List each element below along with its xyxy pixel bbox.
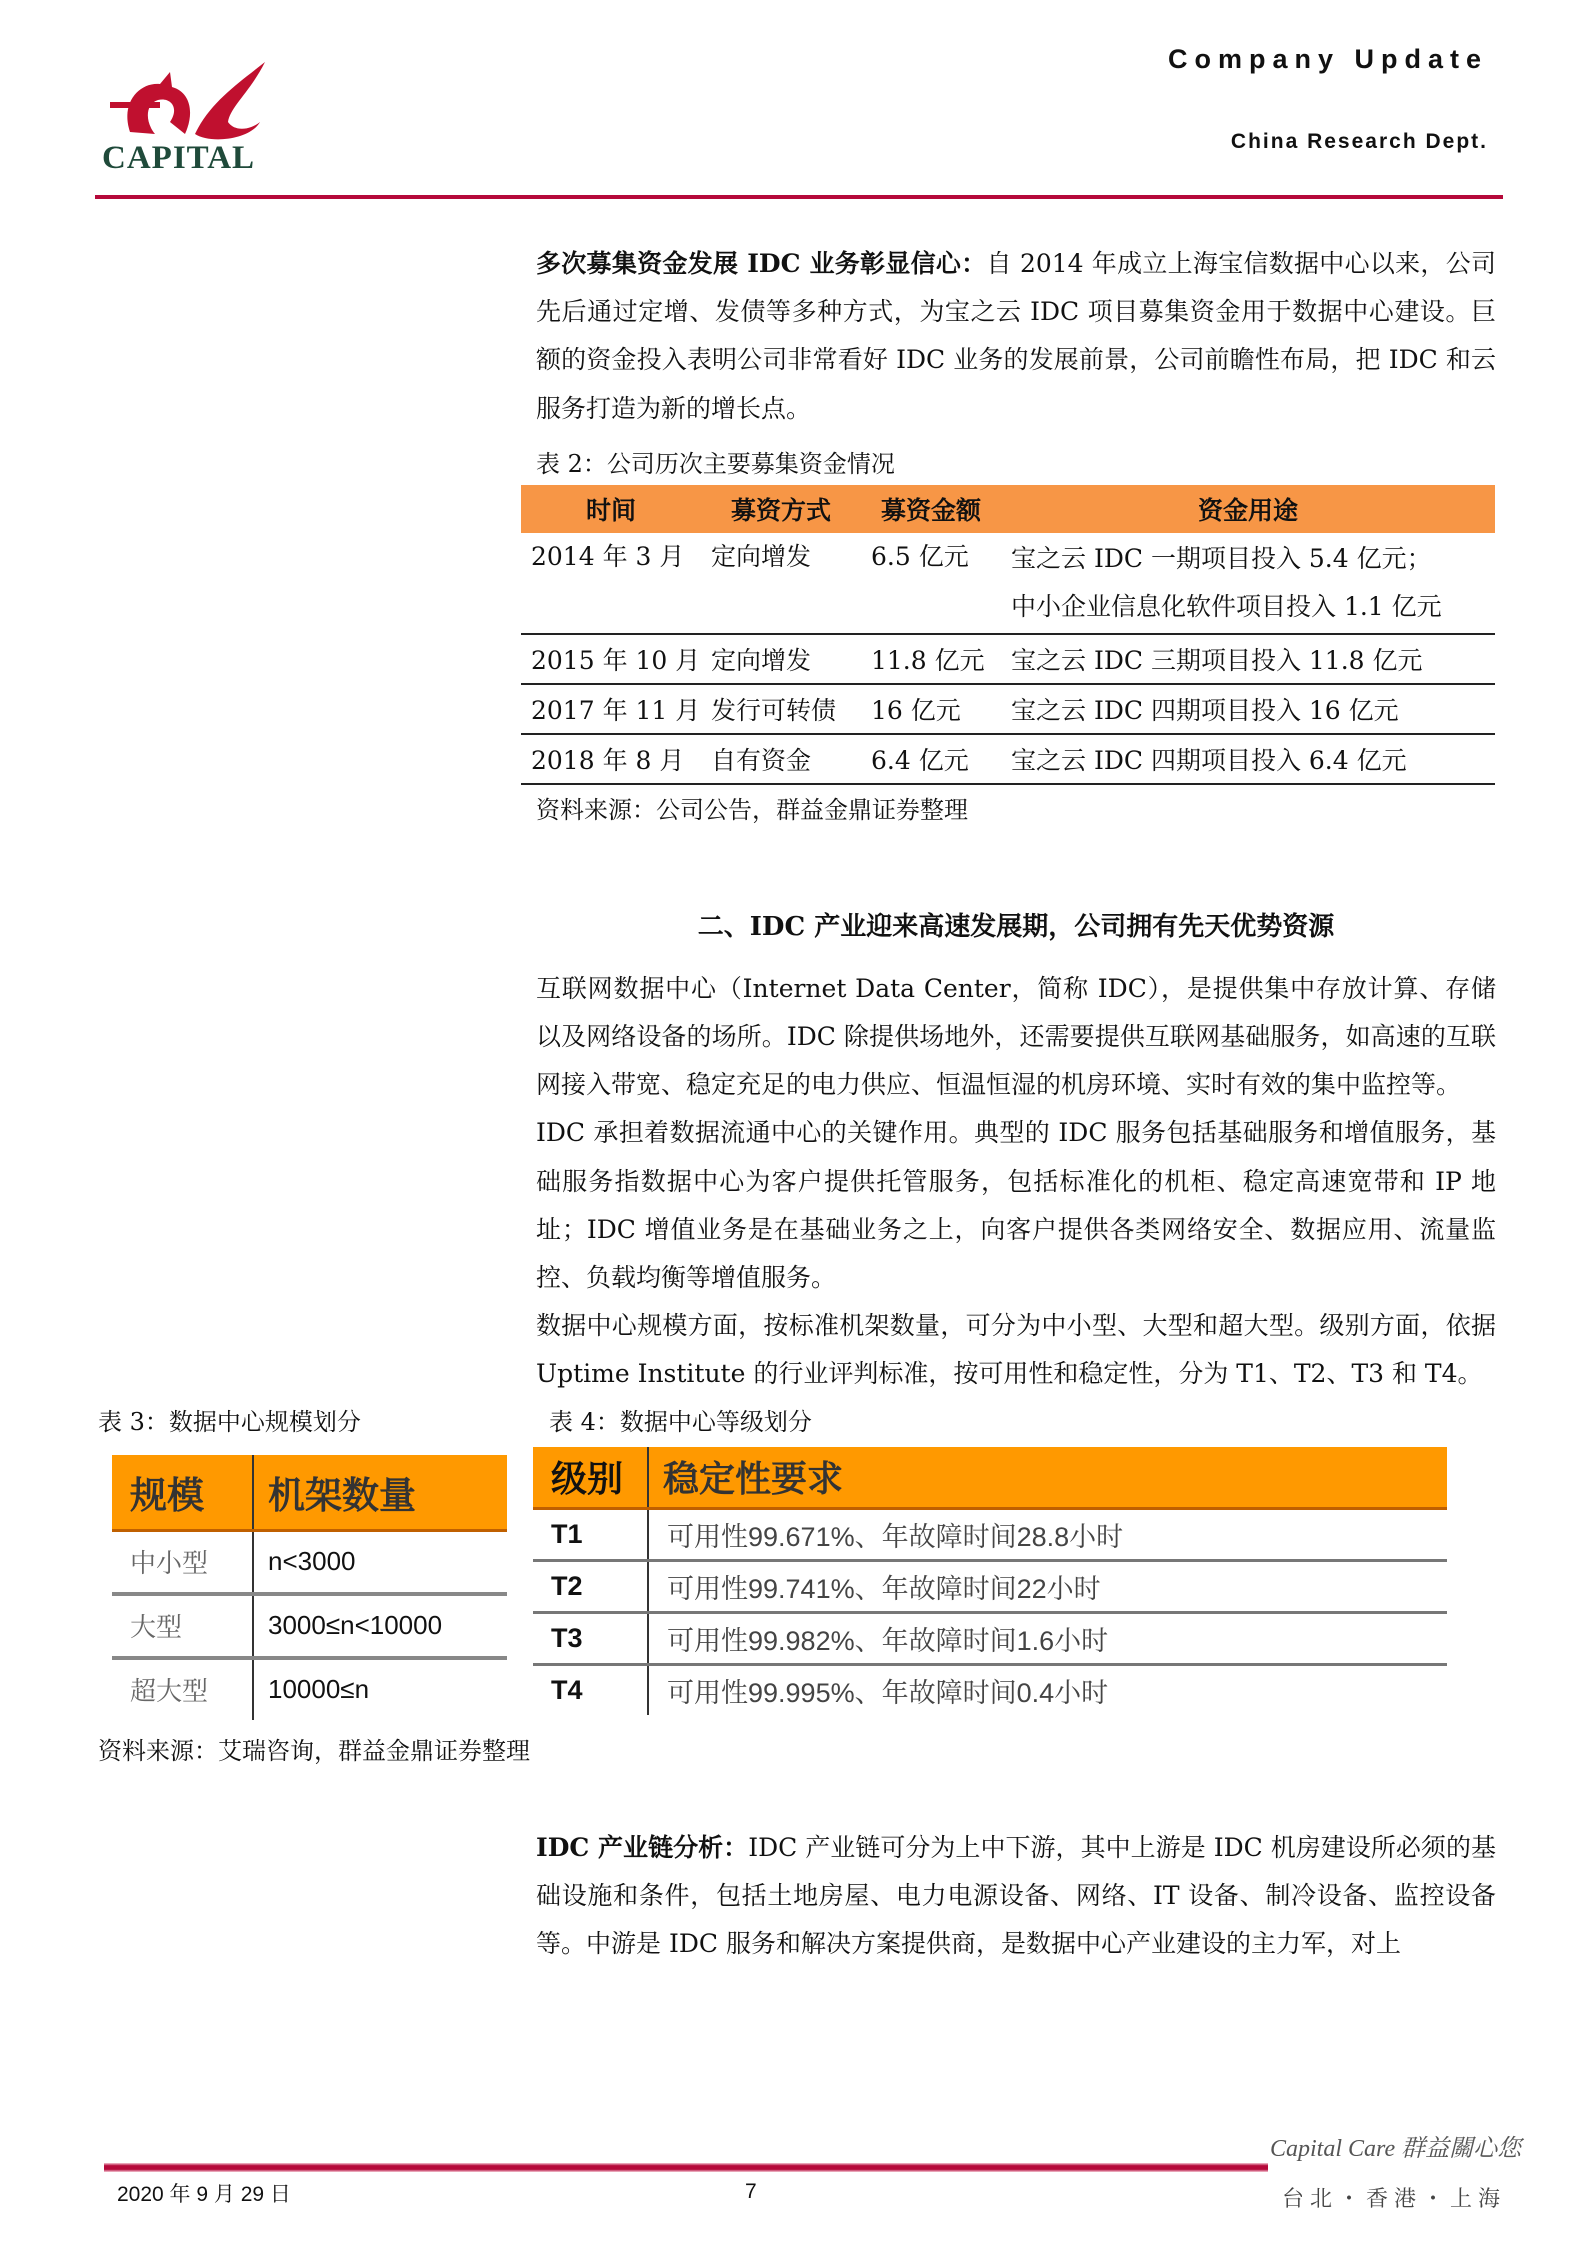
cell: n<3000 [253, 1530, 507, 1594]
cell: 可用性99.995%、年故障时间0.4小时 [667, 1677, 1109, 1708]
table-row [521, 533, 1495, 634]
cell: 2014 年 3 月 [521, 533, 701, 634]
col-header: 募资方式 [701, 485, 861, 533]
table-row [533, 1612, 1447, 1664]
col-header: 资金用途 [1001, 485, 1495, 533]
cell: 6.5 亿元 [861, 533, 1001, 634]
cell [1001, 533, 1495, 634]
cell: 宝之云 IDC 四期项目投入 6.4 亿元 [1001, 734, 1495, 784]
table2-caption: 表 2：公司历次主要募集资金情况 [536, 449, 895, 478]
paragraph-funding [536, 240, 1496, 433]
cell-line: 宝之云 IDC 一期项目投入 5.4 亿元； [1011, 543, 1432, 573]
cell: 大型 [112, 1594, 253, 1658]
section-title: 二、IDC 产业迎来高速发展期，公司拥有先天优势资源 [697, 911, 1335, 942]
table-row [112, 1658, 507, 1720]
cell: 10000≤n [268, 1674, 370, 1705]
report-type: Company Update [1167, 44, 1488, 74]
col-header: 募资金额 [861, 485, 1001, 533]
table4-caption: 表 4：数据中心等级划分 [549, 1407, 812, 1436]
col-header: 级别 [533, 1447, 648, 1509]
tables-source: 资料来源：艾瑞咨询，群益金鼎证券整理 [98, 1736, 530, 1765]
footer-divider [104, 2163, 1268, 2172]
table-dc-scale [112, 1455, 507, 1720]
table2-source: 资料来源：公司公告，群益金鼎证券整理 [536, 795, 968, 824]
col-header: 机架数量 [253, 1455, 507, 1531]
table3-block [98, 1405, 518, 1720]
header-divider [95, 195, 1503, 199]
cell: 16 亿元 [861, 684, 1001, 734]
table4-block [549, 1405, 1489, 1720]
logo-text: CAPITAL [102, 140, 256, 176]
paragraph-industry-chain [536, 1824, 1496, 1969]
department: China Research Dept. [1230, 130, 1488, 153]
cell: T1 [533, 1508, 648, 1560]
paragraph-idc-scale: 数据中心规模方面，按标准机架数量，可分为中小型、大型和超大型。级别方面，依据 Uptime Institute 的行业评判标准，按可用性和稳定性，分为 T1、T2、T3 和 T4。 [536, 1311, 1496, 1389]
page-number: 7 [745, 2180, 757, 2203]
cell: 可用性99.671%、年故障时间28.8小时 [648, 1508, 1447, 1560]
table-header-row [112, 1455, 507, 1531]
cell: 2018 年 8 月 [521, 734, 701, 784]
cell: T4 [533, 1664, 648, 1715]
table-row [533, 1560, 1447, 1612]
table-row [533, 1664, 1447, 1715]
main-content [0, 240, 1586, 1968]
table3-caption: 表 3：数据中心规模划分 [98, 1407, 361, 1436]
cell: 可用性99.741%、年故障时间22小时 [648, 1560, 1447, 1612]
cell: 2015 年 10 月 [521, 634, 701, 684]
cell-line: 中小企业信息化软件项目投入 1.1 亿元 [1011, 591, 1442, 621]
col-header: 规模 [112, 1455, 253, 1531]
cell: 超大型 [112, 1658, 253, 1720]
capital-logo [100, 62, 300, 177]
cell: 定向增发 [701, 634, 861, 684]
col-header: 时间 [521, 485, 701, 533]
cell: 2017 年 11 月 [521, 684, 701, 734]
paragraph-lead: 多次募集资金发展 IDC 业务彰显信心： [536, 249, 987, 278]
table-row [112, 1530, 507, 1594]
table-row [521, 684, 1495, 734]
cell: 可用性99.982%、年故障时间1.6小时 [648, 1612, 1447, 1664]
capital-care-logo: Capital Care 群益關心您 [1270, 2136, 1522, 2162]
table-header-row [521, 485, 1495, 533]
cell: 3000≤n<10000 [253, 1594, 507, 1658]
footer-date: 2020 年 9 月 29 日 [117, 2183, 291, 2206]
table-row [521, 634, 1495, 684]
eagle-logo-icon [100, 62, 300, 142]
cell: 宝之云 IDC 四期项目投入 16 亿元 [1001, 684, 1495, 734]
table-dc-tier [533, 1447, 1447, 1715]
col-header: 稳定性要求 [648, 1447, 1447, 1509]
cell: 11.8 亿元 [861, 634, 1001, 684]
table-header-row [533, 1447, 1447, 1509]
cell: 自有资金 [701, 734, 861, 784]
tables-row [0, 1405, 1586, 1720]
paragraph-lead: IDC 产业链分析： [536, 1832, 749, 1862]
paragraph-text: 自 2014 年成立上海宝信数据中心以来，公司先后通过定增、发债等多种方式，为宝之云 IDC 项目募集资金用于数据中心建设。巨额的资金投入表明公司非常看好 IDC 业务的发展前景，公司前瞻性布局，把 IDC 和云服务打造为新的增长点。 [536, 249, 1496, 423]
table-row [533, 1508, 1447, 1560]
table-funding-history [521, 485, 1495, 785]
cell: 宝之云 IDC 三期项目投入 11.8 亿元 [1001, 634, 1495, 684]
cell: T3 [533, 1612, 648, 1664]
cell: T2 [533, 1560, 648, 1612]
paragraph-idc-definition: 互联网数据中心（Internet Data Center，简称 IDC），是提供集中存放计算、存储以及网络设备的场所。IDC 除提供场地外，还需要提供互联网基础服务，如高速的互联网接入带宽、稳定充足的电力供应、恒温恒湿的机房环境、实时有效的集中监控等。 [536, 973, 1496, 1100]
footer-cities: 台北・香港・上海 [1282, 2187, 1507, 2212]
cell: 定向增发 [701, 533, 861, 634]
table-row [112, 1594, 507, 1658]
cell: 发行可转债 [701, 684, 861, 734]
cell: 中小型 [112, 1530, 253, 1594]
paragraph-idc-services: IDC 承担着数据流通中心的关键作用。典型的 IDC 服务包括基础服务和增值服务，基础服务指数据中心为客户提供托管服务，包括标准化的机柜、稳定高速宽带和 IP 地址；IDC 增值业务是在基础业务之上，向客户提供各类网络安全、数据应用、流量监控、负载均衡等增值服务。 [536, 1118, 1496, 1293]
cell: 6.4 亿元 [861, 734, 1001, 784]
table-row [521, 734, 1495, 784]
paragraph-text: IDC 产业链可分为上中下游，其中上游是 IDC 机房建设所必须的基础设施和条件，包括土地房屋、电力电源设备、网络、IT 设备、制冷设备、监控设备等。中游是 IDC 服务和解决方案提供商，是数据中心产业建设的主力军，对上 [536, 1832, 1496, 1959]
